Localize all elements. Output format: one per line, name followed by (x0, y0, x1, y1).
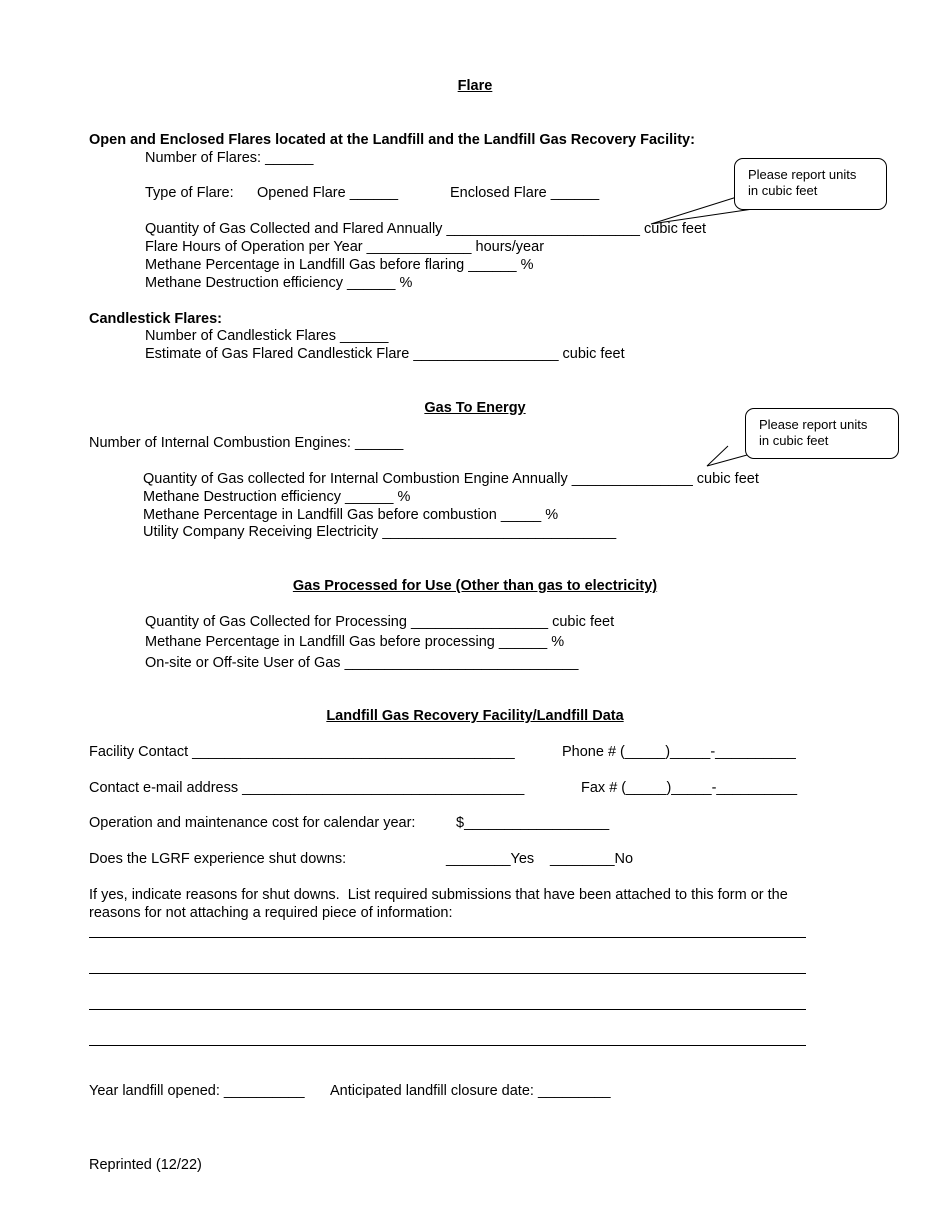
facility-contact-field[interactable]: Facility Contact ________________________________________ (89, 744, 515, 760)
shutdowns-no-option[interactable]: ________No (550, 851, 634, 867)
om-cost-label: Operation and maintenance cost for calendar year: (89, 815, 416, 831)
units-callout-energy: Please report units in cubic feet (745, 408, 899, 459)
user-of-gas-field[interactable]: On-site or Off-site User of Gas _____________________________ (145, 655, 579, 671)
candlestick-flares-heading: Candlestick Flares: (89, 311, 222, 327)
reasons-line-2[interactable] (89, 973, 806, 974)
gas-collected-flared-field[interactable]: Quantity of Gas Collected and Flared Annually ________________________ cubic feet (145, 221, 707, 237)
methane-destruction-engine-field[interactable]: Methane Destruction efficiency ______ % (143, 489, 411, 505)
phone-field[interactable]: Phone # (_____)_____-__________ (562, 744, 796, 760)
year-opened-field[interactable]: Year landfill opened: __________ (89, 1083, 305, 1099)
methane-percentage-flaring-field[interactable]: Methane Percentage in Landfill Gas before flaring ______ % (145, 257, 534, 273)
reasons-line-4[interactable] (89, 1045, 806, 1046)
gas-processed-section-title: Gas Processed for Use (Other than gas to electricity) (292, 578, 658, 594)
open-enclosed-flares-heading: Open and Enclosed Flares located at the Landfill and the Landfill Gas Recovery Facility: (89, 132, 695, 148)
gas-to-energy-section-title: Gas To Energy (424, 400, 526, 416)
om-cost-field[interactable]: $__________________ (456, 815, 610, 831)
fax-field[interactable]: Fax # (_____)_____-__________ (581, 780, 798, 796)
number-of-flares-field[interactable]: Number of Flares: ______ (145, 150, 314, 166)
flare-hours-field[interactable]: Flare Hours of Operation per Year _____________ hours/year (145, 239, 545, 255)
gas-engine-field[interactable]: Quantity of Gas collected for Internal Combustion Engine Annually _______________ cubic feet (143, 471, 759, 487)
type-of-flare-label: Type of Flare: (145, 185, 234, 201)
methane-destruction-flare-field[interactable]: Methane Destruction efficiency ______ % (145, 275, 413, 291)
flare-section-title: Flare (457, 78, 493, 94)
utility-company-field[interactable]: Utility Company Receiving Electricity _____________________________ (143, 524, 617, 540)
methane-percentage-combustion-field[interactable]: Methane Percentage in Landfill Gas before combustion _____ % (143, 507, 559, 523)
reasons-instructions-line1: If yes, indicate reasons for shut downs. List required submissions that have been attached to this form or the (89, 887, 788, 903)
enclosed-flare-field[interactable]: Enclosed Flare ______ (450, 185, 600, 201)
shutdowns-yes-option[interactable]: ________Yes (446, 851, 535, 867)
opened-flare-field[interactable]: Opened Flare ______ (257, 185, 399, 201)
contact-email-field[interactable]: Contact e-mail address ___________________________________ (89, 780, 525, 796)
reasons-line-1[interactable] (89, 937, 806, 938)
reprinted-footer: Reprinted (12/22) (89, 1157, 202, 1173)
units-callout-flare: Please report units in cubic feet (734, 158, 887, 210)
methane-percentage-processing-field[interactable]: Methane Percentage in Landfill Gas before processing ______ % (145, 634, 565, 650)
closure-date-field[interactable]: Anticipated landfill closure date: _________ (330, 1083, 611, 1099)
number-candlestick-field[interactable]: Number of Candlestick Flares ______ (145, 328, 389, 344)
reasons-line-3[interactable] (89, 1009, 806, 1010)
reasons-instructions-line2: reasons for not attaching a required piece of information: (89, 905, 453, 921)
number-engines-field[interactable]: Number of Internal Combustion Engines: ______ (89, 435, 404, 451)
estimate-candlestick-field[interactable]: Estimate of Gas Flared Candlestick Flare __________________ cubic feet (145, 346, 625, 362)
gas-processing-field[interactable]: Quantity of Gas Collected for Processing _________________ cubic feet (145, 614, 615, 630)
facility-data-section-title: Landfill Gas Recovery Facility/Landfill Data (326, 708, 624, 724)
shutdowns-question: Does the LGRF experience shut downs: (89, 851, 347, 867)
